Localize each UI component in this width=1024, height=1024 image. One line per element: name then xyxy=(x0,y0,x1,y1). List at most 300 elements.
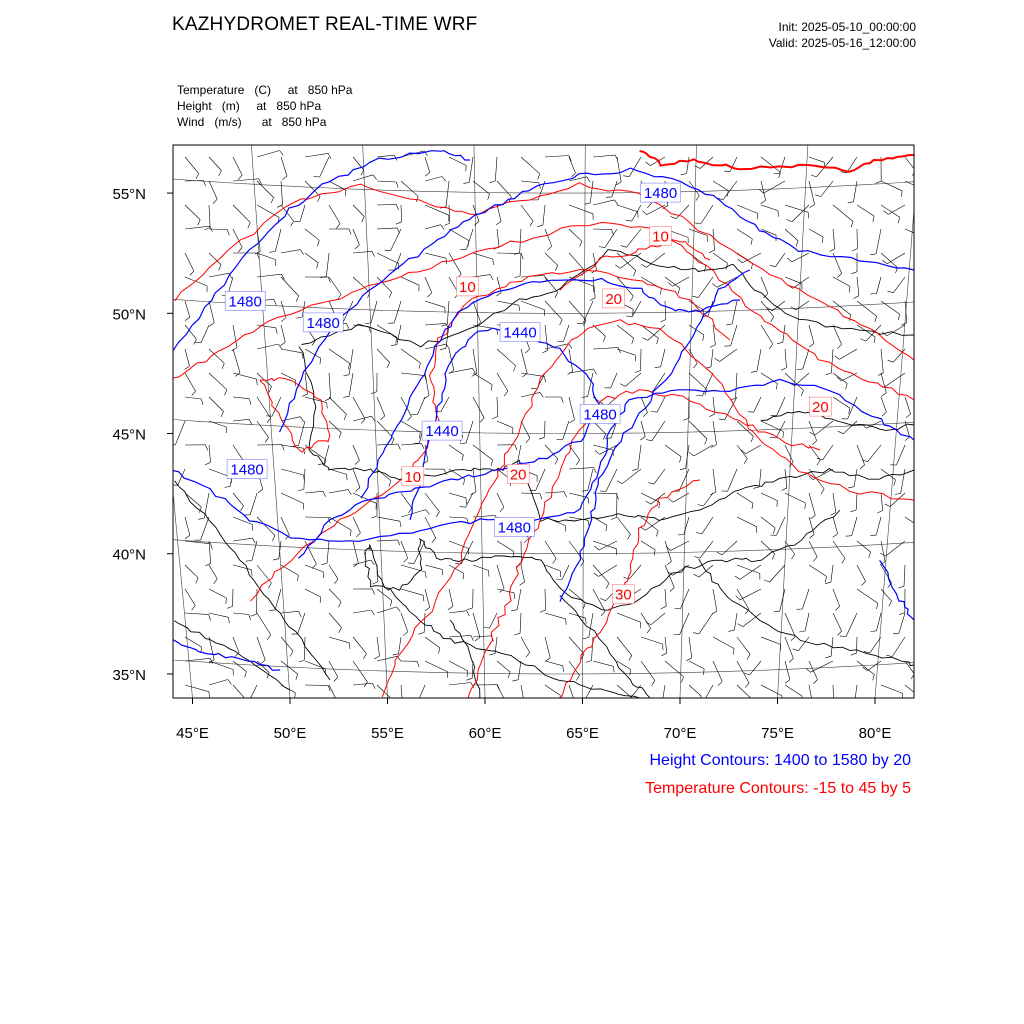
wind-barb-flag xyxy=(792,554,795,559)
wind-barb-flag xyxy=(339,628,342,633)
wind-barb xyxy=(518,661,521,680)
wind-barb-flag xyxy=(299,660,305,662)
wind-barb xyxy=(233,373,257,379)
wind-barb xyxy=(641,613,651,628)
wind-barb xyxy=(490,613,498,628)
wind-barb-flag xyxy=(772,554,774,560)
wind-barb xyxy=(497,205,501,221)
wind-barb xyxy=(857,589,878,603)
wind-barb xyxy=(592,637,594,661)
wind-barb xyxy=(209,373,227,390)
wind-barb-flag xyxy=(809,535,814,539)
wind-barb-flag xyxy=(805,503,806,509)
wind-barb xyxy=(754,397,761,412)
wind-barb-flag xyxy=(626,220,632,221)
wind-barb-flag xyxy=(538,174,540,180)
wind-barb-flag xyxy=(198,220,200,226)
wind-barb xyxy=(497,661,510,672)
wind-barb-flag xyxy=(781,696,782,702)
wind-barb-flag xyxy=(696,533,702,534)
lon-tick-label: 60°E xyxy=(468,725,502,742)
wind-barb xyxy=(713,181,728,191)
wind-barb xyxy=(449,445,463,455)
wind-barb-flag xyxy=(682,677,684,683)
wind-barb xyxy=(305,517,328,518)
wind-barb xyxy=(703,493,713,506)
wind-barb xyxy=(857,445,865,465)
wind-barb-flag xyxy=(339,433,341,439)
wind-barb-flag xyxy=(640,437,645,441)
wind-barb xyxy=(665,445,681,457)
wind-barb-flag xyxy=(348,363,349,369)
wind-barb-flag xyxy=(603,434,606,440)
wind-barb-flag xyxy=(396,182,398,188)
wind-barb xyxy=(353,251,372,253)
wind-barb-flag xyxy=(647,628,651,633)
wind-barb xyxy=(665,541,671,561)
wind-barb-flag xyxy=(654,550,655,556)
wind-barb-flag xyxy=(409,508,412,513)
temperature-contour-label: 20 xyxy=(605,290,623,308)
longitude-line xyxy=(246,73,296,794)
wind-barb xyxy=(401,277,419,285)
wind-barb-flag xyxy=(564,492,567,497)
wind-barb xyxy=(785,445,793,462)
wind-barb xyxy=(641,325,658,338)
wind-barb-flag xyxy=(496,293,501,297)
height-contour-legend: Height Contours: 1400 to 1580 by 20 xyxy=(649,752,911,769)
wind-barb xyxy=(329,589,341,602)
wind-barb xyxy=(673,277,690,286)
wind-barb-flag xyxy=(514,366,516,372)
wind-barb-flag xyxy=(656,531,658,537)
wind-barb-flag xyxy=(258,489,263,493)
wind-barb-flag xyxy=(272,535,275,541)
wind-barb-flag xyxy=(192,391,196,396)
wind-barb-flag xyxy=(648,483,654,485)
wind-barb-flag xyxy=(344,414,346,420)
wind-barb-flag xyxy=(426,572,427,578)
lon-tick-label: 45°E xyxy=(176,725,209,742)
wind-barb-flag xyxy=(754,487,760,489)
lon-tick-label: 70°E xyxy=(663,725,697,742)
wind-barb-flag xyxy=(226,598,227,604)
wind-barb-flag xyxy=(525,349,530,353)
wind-barb-flag xyxy=(269,387,271,393)
lat-tick-label: 40°N xyxy=(112,546,146,564)
wind-barb xyxy=(185,205,200,220)
wind-barb xyxy=(401,349,421,363)
wind-barb-flag xyxy=(851,221,853,227)
wind-barb xyxy=(890,493,905,507)
wind-barb-flag xyxy=(273,559,279,560)
wind-barb-flag xyxy=(496,221,501,225)
wind-barb xyxy=(833,277,850,286)
wind-barb xyxy=(905,517,924,530)
wind-barb xyxy=(833,541,845,559)
wind-barb-flag xyxy=(735,576,740,579)
wind-barb xyxy=(764,181,785,193)
wind-barb xyxy=(761,325,773,344)
wind-barb-flag xyxy=(398,540,401,546)
wind-barb-flag xyxy=(594,546,599,550)
wind-barb xyxy=(449,253,461,274)
wind-barb-flag xyxy=(530,221,533,226)
wind-barb xyxy=(698,277,713,298)
wind-barb-flag xyxy=(695,223,701,224)
wind-barb-flag xyxy=(436,512,439,517)
wind-barb-flag xyxy=(671,216,677,218)
wind-barb-flag xyxy=(462,455,464,461)
wind-barb-flag xyxy=(520,706,525,709)
wind-barb xyxy=(329,613,342,628)
wind-barb xyxy=(343,301,353,323)
wind-barb-flag xyxy=(467,671,468,677)
wind-barb xyxy=(353,416,372,421)
wind-barb xyxy=(377,607,397,613)
wind-barb xyxy=(761,685,782,696)
wind-barb-flag xyxy=(600,598,606,600)
wind-barb-flag xyxy=(364,682,367,687)
field-units: (m/s) xyxy=(214,115,242,129)
wind-barb-flag xyxy=(873,216,874,222)
wind-barb xyxy=(185,517,190,535)
wind-barb-flag xyxy=(848,487,854,488)
wind-barb xyxy=(701,205,713,224)
wind-barb-flag xyxy=(835,356,840,360)
wind-barb-flag xyxy=(756,527,757,533)
wind-barb-flag xyxy=(886,655,892,656)
wind-barb xyxy=(473,565,489,571)
wind-barb-flag xyxy=(620,384,625,387)
wind-barb xyxy=(281,493,304,504)
wind-barb-flag xyxy=(417,661,419,667)
wind-barb xyxy=(868,445,881,462)
wind-barb xyxy=(233,205,250,223)
wind-barb-flag xyxy=(882,260,887,264)
wind-barb xyxy=(185,253,194,271)
wind-barb xyxy=(737,565,760,574)
wind-barb-flag xyxy=(238,175,242,180)
wind-barb xyxy=(233,589,234,606)
wind-barb-flag xyxy=(268,583,271,588)
wind-barb xyxy=(905,685,919,696)
wind-barb-flag xyxy=(300,417,303,422)
wind-barb-flag xyxy=(419,632,425,634)
wind-barb xyxy=(689,421,707,439)
longitude-line xyxy=(473,73,487,794)
wind-barb xyxy=(449,589,453,606)
wind-barb xyxy=(497,685,507,705)
wind-barb-flag xyxy=(488,194,490,200)
wind-barb xyxy=(809,325,814,343)
wind-barb-flag xyxy=(553,559,557,564)
wind-barb-flag xyxy=(539,437,545,439)
wind-barb xyxy=(651,613,665,625)
wind-barb xyxy=(209,445,211,462)
wind-barb-flag xyxy=(652,681,655,686)
wind-barb xyxy=(401,493,412,508)
wind-barb xyxy=(661,349,665,367)
wind-barb xyxy=(401,613,408,632)
wind-barb-flag xyxy=(588,520,589,526)
wind-barb xyxy=(449,611,467,613)
wind-barb-flag xyxy=(241,506,244,511)
wind-barb xyxy=(776,517,785,535)
wind-barb xyxy=(185,685,209,692)
wind-barb xyxy=(425,157,430,172)
wind-barb xyxy=(611,373,617,388)
wind-barb xyxy=(737,517,757,527)
wind-barb xyxy=(424,613,425,632)
wind-barb xyxy=(449,683,471,686)
wind-barb xyxy=(612,181,617,197)
wind-barb xyxy=(545,589,546,610)
wind-barb-flag xyxy=(888,291,894,293)
wind-barb xyxy=(305,349,321,358)
wind-barb xyxy=(257,517,275,535)
wind-barb-flag xyxy=(711,445,716,448)
wind-barb xyxy=(401,205,402,222)
wind-barb-flag xyxy=(442,324,448,326)
wind-barb xyxy=(689,661,704,669)
wind-barb-flag xyxy=(403,558,407,562)
wind-barb xyxy=(833,493,836,513)
wind-barb-flag xyxy=(588,498,589,504)
wind-barb-flag xyxy=(656,708,662,709)
wind-barb-flag xyxy=(715,358,720,361)
wind-barb xyxy=(353,205,364,217)
wind-barb xyxy=(833,517,838,534)
border-line xyxy=(175,481,330,680)
wind-barb xyxy=(473,397,484,418)
wind-barb xyxy=(876,517,881,535)
wind-barb xyxy=(569,685,577,709)
wind-barb xyxy=(606,469,617,492)
wind-barb-flag xyxy=(849,701,855,702)
wind-barb xyxy=(521,301,545,310)
wind-barb xyxy=(353,469,360,488)
wind-barb-flag xyxy=(335,705,339,710)
wind-barb-flag xyxy=(282,176,287,180)
wind-barb xyxy=(809,541,817,557)
wind-barb xyxy=(905,181,927,191)
wind-barb-flag xyxy=(298,575,299,581)
wind-barb-flag xyxy=(544,376,545,382)
wind-barb xyxy=(257,637,265,660)
wind-barb xyxy=(599,565,618,577)
wind-barb-flag xyxy=(209,692,210,698)
wind-barb xyxy=(785,637,793,658)
wind-barb xyxy=(233,613,249,615)
wind-barb xyxy=(209,565,217,579)
wind-barb xyxy=(761,181,766,200)
wind-barb-flag xyxy=(381,416,385,420)
wind-barb xyxy=(257,205,279,217)
wind-barb xyxy=(545,325,548,350)
wind-barb-flag xyxy=(345,190,346,196)
wind-barb xyxy=(857,277,859,296)
wind-barb xyxy=(694,445,713,456)
wind-barb xyxy=(770,565,785,582)
wind-barb-flag xyxy=(193,339,196,344)
wind-barb xyxy=(785,277,802,284)
wind-barb xyxy=(495,157,497,181)
temperature-contour-label: 30 xyxy=(615,586,632,604)
wind-barb xyxy=(569,468,594,469)
wind-barb-flag xyxy=(547,246,551,250)
wind-barb xyxy=(281,417,300,421)
wind-barb-flag xyxy=(873,675,875,681)
wind-barb xyxy=(175,421,185,445)
wind-barb xyxy=(233,179,259,181)
height-contour-label: 1480 xyxy=(497,519,531,537)
wind-barb xyxy=(281,277,299,296)
wind-barb xyxy=(823,445,833,460)
wind-barb xyxy=(785,661,790,680)
wind-barb xyxy=(777,397,785,416)
wind-barb-flag xyxy=(555,265,557,271)
wind-barb-flag xyxy=(398,710,403,713)
wind-barb-flag xyxy=(752,503,753,509)
wind-barb-flag xyxy=(491,460,493,466)
wind-barb xyxy=(590,181,593,203)
wind-barb xyxy=(761,493,777,501)
wind-barb xyxy=(899,613,905,633)
wind-barb-flag xyxy=(786,219,792,222)
wind-barb-flag xyxy=(320,358,321,364)
wind-barb xyxy=(446,181,449,207)
wind-barb xyxy=(736,373,738,398)
lon-tick-label: 80°E xyxy=(858,725,892,742)
wind-barb-flag xyxy=(336,224,340,229)
wind-barb-flag xyxy=(761,200,766,204)
wind-barb xyxy=(377,589,392,601)
wind-barb-flag xyxy=(282,274,285,279)
wind-barb-flag xyxy=(875,316,877,322)
wind-barb xyxy=(545,421,546,437)
wind-barb-flag xyxy=(923,530,924,536)
wind-barb-flag xyxy=(811,515,816,519)
wind-barb-flag xyxy=(888,360,894,362)
wind-barb xyxy=(857,637,858,653)
wind-barb xyxy=(399,637,402,654)
wind-barb xyxy=(588,469,593,490)
wind-barb-flag xyxy=(514,593,515,599)
wind-barb-flag xyxy=(678,288,680,294)
wind-barb xyxy=(320,157,329,177)
wind-barb-flag xyxy=(711,492,716,495)
wind-barb-flag xyxy=(448,606,453,609)
wind-barb xyxy=(785,685,802,696)
wind-barb xyxy=(625,373,641,386)
wind-barb xyxy=(569,397,575,420)
wind-barb-flag xyxy=(205,563,210,566)
wind-barb xyxy=(593,661,613,666)
wind-barb xyxy=(569,205,593,214)
wind-barb xyxy=(281,181,283,205)
wind-barb-flag xyxy=(611,517,617,519)
wind-barb-flag xyxy=(372,251,375,256)
wind-barb-flag xyxy=(894,480,896,486)
wind-barb xyxy=(673,493,689,502)
wind-barb-flag xyxy=(590,298,595,301)
wind-barb-flag xyxy=(646,501,651,504)
wind-barb xyxy=(796,301,809,310)
wind-barb-flag xyxy=(343,396,349,397)
wind-barb-flag xyxy=(472,368,475,373)
wind-barb-flag xyxy=(748,412,754,413)
wind-barb-flag xyxy=(569,344,572,349)
wind-barb-flag xyxy=(659,502,660,508)
wind-barb xyxy=(833,397,850,408)
wind-barb-flag xyxy=(851,653,857,655)
field-name: Temperature xyxy=(177,83,245,97)
wind-barb xyxy=(497,493,504,507)
wind-barb-flag xyxy=(349,643,350,649)
wind-barb-flag xyxy=(849,408,850,414)
wind-barb xyxy=(329,205,340,224)
wind-barb-flag xyxy=(419,363,421,369)
wind-barb-flag xyxy=(493,259,494,265)
wind-barb-flag xyxy=(630,670,631,676)
wind-barb-flag xyxy=(185,535,190,539)
wind-barb-flag xyxy=(810,204,815,208)
wind-barb-flag xyxy=(871,631,877,632)
wind-barb-flag xyxy=(555,459,558,464)
wind-barb xyxy=(209,613,229,617)
wind-barb xyxy=(377,637,380,656)
wind-barb-flag xyxy=(227,606,233,608)
wind-barb xyxy=(761,205,778,211)
wind-barb xyxy=(377,155,394,157)
wind-barb xyxy=(831,565,833,582)
wind-barb xyxy=(665,589,666,606)
wind-barb xyxy=(377,469,391,481)
wind-barb xyxy=(854,181,858,202)
wind-barb-flag xyxy=(346,323,349,328)
wind-barb-flag xyxy=(211,544,213,550)
map-title: KAZHYDROMET REAL-TIME WRF xyxy=(172,14,478,35)
wind-barb xyxy=(857,565,866,581)
wind-barb-flag xyxy=(389,292,392,298)
field-level: 850 hPa xyxy=(276,99,322,113)
wind-barb-flag xyxy=(355,245,359,249)
wind-barb-flag xyxy=(599,247,605,248)
wind-barb xyxy=(545,156,569,158)
wind-barb xyxy=(593,229,612,230)
wind-barb xyxy=(893,277,905,293)
wind-barb xyxy=(857,301,877,316)
wind-barb-flag xyxy=(846,536,852,537)
wind-barb-flag xyxy=(906,414,911,418)
temperature-contour-label: 20 xyxy=(509,466,527,484)
wind-barb xyxy=(521,373,544,376)
wind-barb-flag xyxy=(693,633,699,634)
wind-barb xyxy=(671,541,689,551)
wind-barb-flag xyxy=(606,583,609,588)
wind-barb-flag xyxy=(646,440,652,441)
wind-barb-flag xyxy=(540,610,546,612)
wind-barb-flag xyxy=(397,607,401,612)
wind-barb-flag xyxy=(500,507,504,511)
wind-barb xyxy=(593,200,615,205)
wind-barb xyxy=(461,541,473,564)
wind-barb xyxy=(233,565,251,570)
wind-barb-flag xyxy=(583,638,589,639)
wind-barb xyxy=(305,153,328,157)
wind-barb xyxy=(353,517,360,533)
